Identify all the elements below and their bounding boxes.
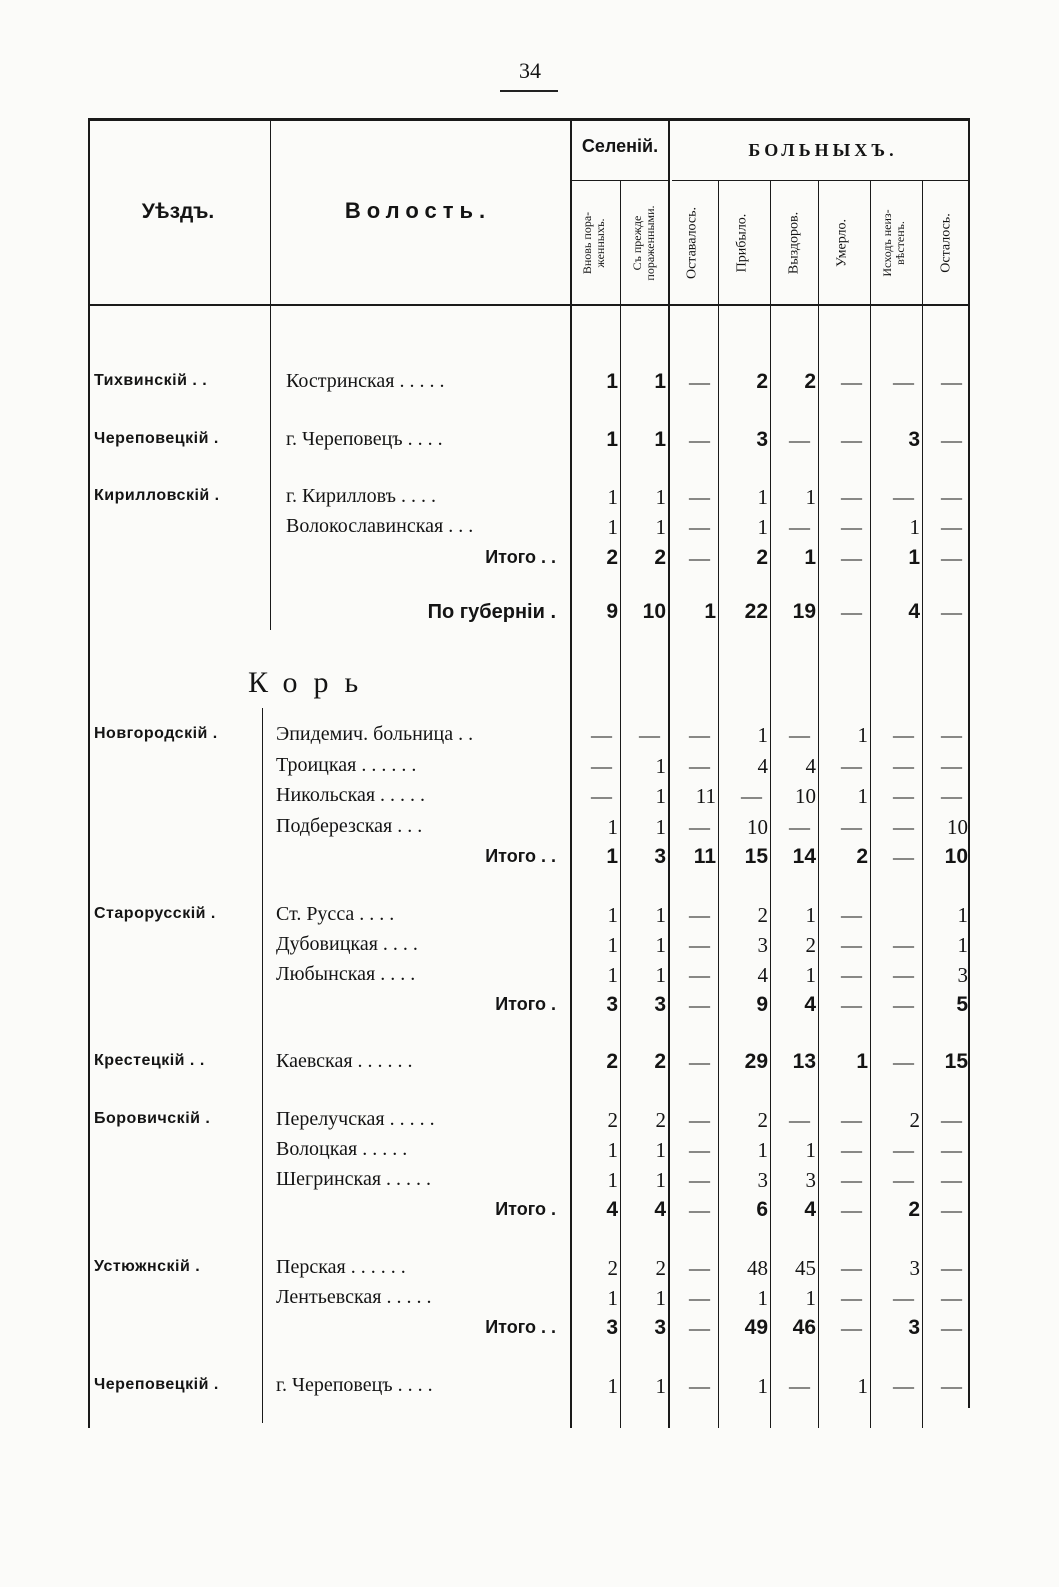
value-cell: — [941,1138,962,1162]
value-cell: 13 [792,1050,816,1073]
uezd-name: Кирилловскій . [94,487,220,504]
value-cell: — [689,963,710,987]
value-cell: 1 [607,903,618,927]
value-cell: — [941,784,962,808]
value-cell: 2 [655,1256,666,1280]
value-cell: 1 [607,1286,618,1310]
subheader-8: Осталось. [938,213,954,273]
value-cell: 1 [655,485,666,509]
uezd-name: Боровичскій . [94,1110,211,1127]
value-cell: 1 [655,1168,666,1192]
value-cell: 4 [654,1198,666,1221]
subheader-1: Вновь пора- женныхъ. [580,211,607,275]
value-cell: 3 [908,1316,920,1339]
value-cell: 1 [607,1374,618,1398]
value-cell: 3 [908,428,920,451]
table-row [88,784,970,812]
value-cell: 1 [607,515,618,539]
value-cell: — [941,1168,962,1192]
volost-name: Дубовицкая . . . . [276,933,418,955]
value-cell: — [941,754,962,778]
uezd-name: Старорусскій . [94,905,216,922]
subheader-5: Выздоров. [786,211,802,275]
value-cell: — [789,723,810,747]
uezd-name: Череповецкій . [94,430,219,447]
value-cell: — [893,1286,914,1310]
value-cell: 1 [757,1374,768,1398]
value-cell: — [893,1374,914,1398]
value-cell: 1 [856,1050,868,1073]
value-cell: — [841,754,862,778]
value-cell: — [689,1198,710,1222]
uezd-name: Устюжнскій . [94,1258,201,1275]
value-cell: 2 [655,1108,666,1132]
value-cell: 1 [655,1374,666,1398]
header-bottom-rule [88,304,970,306]
value-cell: 5 [956,993,968,1016]
value-cell: — [893,370,914,394]
value-cell: — [741,784,762,808]
value-cell: 3 [654,1316,666,1339]
value-cell: 4 [804,993,816,1016]
value-cell: 3 [654,845,666,868]
value-cell: 10 [947,815,968,839]
value-cell: 1 [655,784,666,808]
value-cell: — [841,1286,862,1310]
value-cell: 2 [805,933,816,957]
value-cell: 9 [756,993,768,1016]
section-title-kor: Корь [248,666,375,699]
table-row [88,1316,970,1344]
value-cell: 10 [944,845,968,868]
volost-name: Костринская . . . . . [286,370,445,392]
value-cell: — [893,1138,914,1162]
value-cell: 1 [757,515,768,539]
value-cell: 2 [856,845,868,868]
table-row [88,1198,970,1226]
value-cell: 1 [857,723,868,747]
value-cell: — [689,993,710,1017]
value-cell: — [893,485,914,509]
table-row [88,1256,970,1284]
value-cell: 1 [607,963,618,987]
value-cell: 2 [757,1108,768,1132]
value-cell: — [689,933,710,957]
value-cell: 10 [795,784,816,808]
subheader-2: Съ прежде пораженными. [630,205,657,281]
value-cell: — [689,1286,710,1310]
value-cell: — [893,1050,914,1074]
volost-name: Любынская . . . . [276,963,416,985]
volost-name: Шегринская . . . . . [276,1168,432,1190]
value-cell: — [689,723,710,747]
value-cell: 3 [757,933,768,957]
value-cell: 4 [805,754,816,778]
value-cell: 2 [654,546,666,569]
value-cell: 9 [606,600,618,623]
value-cell: — [893,723,914,747]
value-cell: 11 [695,784,716,808]
value-cell: 3 [756,428,768,451]
value-cell: 3 [606,1316,618,1339]
value-cell: 14 [792,845,816,868]
value-cell: 45 [795,1256,816,1280]
value-cell: — [841,1198,862,1222]
value-cell: — [689,515,710,539]
table-row [88,428,970,456]
value-cell: — [689,1256,710,1280]
value-cell: 1 [857,1374,868,1398]
value-cell: — [841,815,862,839]
value-cell: — [689,370,710,394]
volost-name: г. Кирилловъ . . . . [286,485,436,507]
value-cell: — [841,1316,862,1340]
value-cell: 46 [792,1316,816,1339]
page-number: 34 [519,58,541,83]
value-cell: 1 [607,933,618,957]
value-cell: 2 [654,1050,666,1073]
value-cell: — [689,428,710,452]
value-cell: — [689,1374,710,1398]
volost-name: Лентьевская . . . . . [276,1286,432,1308]
value-cell: 48 [747,1256,768,1280]
value-cell: 1 [654,428,666,451]
value-cell: 3 [957,963,968,987]
table-row [88,723,970,751]
value-cell: — [841,600,862,624]
volost-name: Перелучская . . . . . [276,1108,435,1130]
value-cell: — [941,1316,962,1340]
table-row [88,1138,970,1166]
volost-name: Волоцкая . . . . . [276,1138,408,1160]
value-cell: 2 [607,1108,618,1132]
volost-name: Подберезская . . . [276,815,423,837]
value-cell: 15 [944,1050,968,1073]
value-cell: 1 [805,903,816,927]
value-cell: 15 [744,845,768,868]
value-cell: 1 [655,815,666,839]
value-cell: — [893,1168,914,1192]
value-cell: — [893,993,914,1017]
value-cell: — [841,1256,862,1280]
table-row [88,845,970,873]
value-cell: — [841,993,862,1017]
table-row [88,993,970,1021]
value-cell: — [689,546,710,570]
value-cell: — [789,1108,810,1132]
value-cell: — [689,1050,710,1074]
header-seleniy: Селеній. [581,136,659,156]
value-cell: 1 [908,546,920,569]
value-cell: 1 [757,723,768,747]
value-cell: — [941,723,962,747]
value-cell: — [893,784,914,808]
table-row [88,1374,970,1402]
value-cell: — [591,784,612,808]
value-cell: — [689,1168,710,1192]
value-cell: 1 [655,1286,666,1310]
value-cell: 4 [757,754,768,778]
value-cell: — [689,815,710,839]
value-cell: — [893,963,914,987]
statistics-table [88,118,970,1428]
subheader-3: Оставалось. [684,206,700,280]
value-cell: — [689,485,710,509]
total-label: Итого . [495,994,556,1014]
value-cell: 2 [756,370,768,393]
total-label: По губерніи . [427,601,556,623]
value-cell: 1 [655,1138,666,1162]
value-cell: 3 [805,1168,816,1192]
header-volost: Волость. [344,198,492,223]
value-cell: — [893,754,914,778]
value-cell: 1 [655,515,666,539]
value-cell: 1 [655,903,666,927]
total-label: Итого . [495,1199,556,1219]
value-cell: — [941,515,962,539]
value-cell: 1 [805,485,816,509]
value-cell: — [941,1286,962,1310]
value-cell: — [841,428,862,452]
value-cell: 1 [607,815,618,839]
value-cell: 1 [804,546,816,569]
value-cell: — [841,515,862,539]
table-row [88,546,970,574]
value-cell: — [841,1168,862,1192]
volost-name: Троицкая . . . . . . [276,754,417,776]
uezd-name: Череповецкій . [94,1376,219,1393]
value-cell: 19 [792,600,816,623]
value-cell: 2 [804,370,816,393]
table-row [88,815,970,843]
header-uezd: Уѣздъ. [141,200,215,223]
value-cell: — [841,963,862,987]
uezd-name: Новгородскій . [94,725,218,742]
value-cell: 1 [654,370,666,393]
value-cell: 10 [747,815,768,839]
value-cell: 1 [655,963,666,987]
volost-name: г. Череповецъ . . . . [276,1374,433,1396]
value-cell: 4 [804,1198,816,1221]
value-cell: 22 [744,600,768,623]
volost-name: Каевская . . . . . . [276,1050,413,1072]
value-cell: 1 [655,933,666,957]
value-cell: 3 [909,1256,920,1280]
value-cell: 10 [642,600,666,623]
value-cell: — [841,1108,862,1132]
value-cell: — [689,1316,710,1340]
header-bolnykh: БОЛЬНЫХЪ. [748,140,898,160]
value-cell: — [591,723,612,747]
value-cell: 29 [744,1050,768,1073]
volost-name: Перская . . . . . . [276,1256,406,1278]
value-cell: 1 [655,754,666,778]
volost-name: Эпидемич. больница . . [276,723,474,745]
value-cell: 6 [756,1198,768,1221]
value-cell: — [591,754,612,778]
table-row [88,1168,970,1196]
bolnykh-underline [672,180,970,181]
subheader-7: Исходъ неиз- вѣстенъ. [880,209,907,277]
value-cell: — [941,485,962,509]
table-row [88,600,970,628]
value-cell: 1 [909,515,920,539]
volost-name: Никольская . . . . . [276,784,426,806]
value-cell: — [941,1374,962,1398]
value-cell: 2 [606,1050,618,1073]
value-cell: — [941,370,962,394]
value-cell: 1 [957,903,968,927]
value-cell: 1 [805,1138,816,1162]
value-cell: — [689,1108,710,1132]
value-cell: — [841,1138,862,1162]
value-cell: — [789,815,810,839]
table-row [88,485,970,513]
value-cell: 1 [805,963,816,987]
value-cell: 2 [756,546,768,569]
table-row [88,963,970,991]
value-cell: — [841,903,862,927]
value-cell: 1 [857,784,868,808]
value-cell: — [789,428,810,452]
value-cell: 1 [957,933,968,957]
value-cell: 1 [606,370,618,393]
table-row [88,1108,970,1136]
value-cell: 1 [757,1286,768,1310]
value-cell: — [841,485,862,509]
value-cell: 49 [744,1316,768,1339]
value-cell: — [941,1108,962,1132]
subheader-4: Прибыло. [734,213,750,273]
value-cell: 1 [606,428,618,451]
value-cell: 4 [606,1198,618,1221]
table-row [88,1286,970,1314]
value-cell: — [689,903,710,927]
value-cell: — [841,933,862,957]
value-cell: 1 [757,485,768,509]
table-row [88,1050,970,1078]
uezd-name: Тихвинскій . . [94,372,208,389]
table-row [88,370,970,398]
value-cell: — [689,754,710,778]
value-cell: 3 [757,1168,768,1192]
value-cell: — [893,933,914,957]
value-cell: — [941,546,962,570]
value-cell: 2 [908,1198,920,1221]
total-label: Итого . . [485,547,556,567]
value-cell: 4 [908,600,920,623]
value-cell: 2 [757,903,768,927]
value-cell: 1 [607,485,618,509]
value-cell: — [941,1198,962,1222]
value-cell: — [789,515,810,539]
uezd-name: Крестецкій . . [94,1052,205,1069]
value-cell: 2 [606,546,618,569]
value-cell: — [941,428,962,452]
value-cell: 4 [757,963,768,987]
total-label: Итого . . [485,1317,556,1337]
value-cell: 11 [693,845,716,868]
value-cell: 1 [606,845,618,868]
subheader-6: Умерло. [834,218,850,268]
value-cell: 1 [757,1138,768,1162]
value-cell: 3 [606,993,618,1016]
value-cell: — [841,546,862,570]
value-cell: — [639,723,660,747]
total-label: Итого . . [485,846,556,866]
table-row [88,754,970,782]
value-cell: 3 [654,993,666,1016]
value-cell: — [893,845,914,869]
value-cell: 2 [607,1256,618,1280]
volost-name: Ст. Русса . . . . [276,903,395,925]
volost-name: г. Череповецъ . . . . [286,428,443,450]
table-top-rule [88,118,970,121]
table-row [88,903,970,931]
value-cell: — [841,370,862,394]
value-cell: 2 [909,1108,920,1132]
value-cell: 1 [607,1138,618,1162]
table-row [88,515,970,543]
value-cell: 1 [704,600,716,623]
value-cell: — [689,1138,710,1162]
value-cell: 1 [607,1168,618,1192]
table-row [88,933,970,961]
value-cell: — [941,600,962,624]
page-number-rule [500,90,558,92]
value-cell: 1 [805,1286,816,1310]
value-cell: — [893,815,914,839]
volost-name: Волокославинская . . . [286,515,474,537]
value-cell: — [941,1256,962,1280]
value-cell: — [789,1374,810,1398]
